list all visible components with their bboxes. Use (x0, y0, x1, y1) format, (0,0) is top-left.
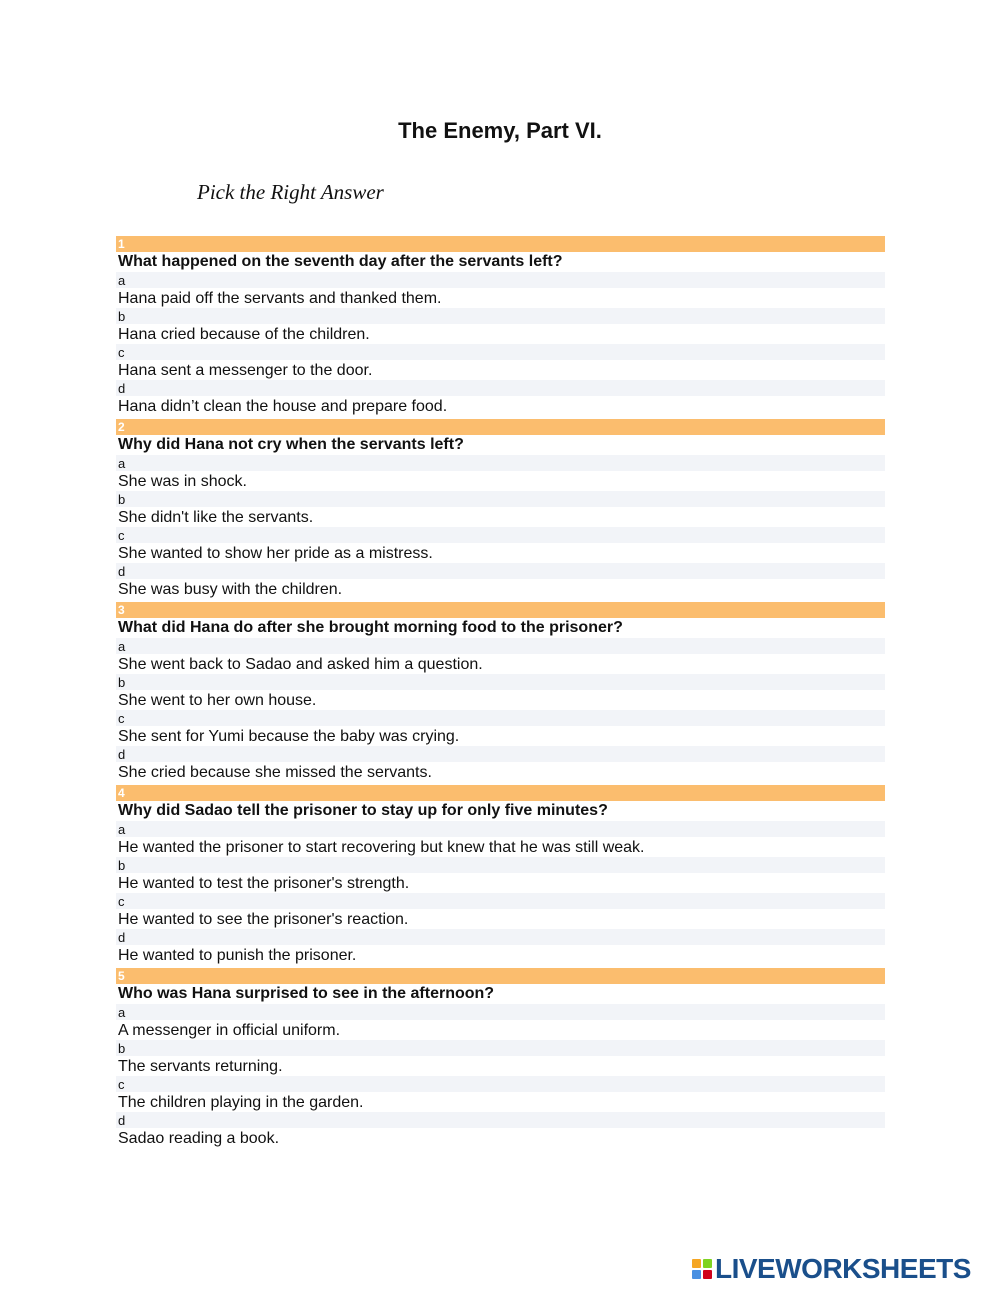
option-text[interactable]: The servants returning. (118, 1058, 283, 1075)
option-letter[interactable]: c (116, 893, 885, 909)
option-letter[interactable]: c (116, 527, 885, 543)
option-letter[interactable]: b (116, 1040, 885, 1056)
option-text[interactable]: She didn't like the servants. (118, 509, 314, 526)
option-text[interactable]: Hana paid off the servants and thanked them. (118, 290, 442, 307)
option-letter[interactable]: b (116, 674, 885, 690)
question-number: 1 (116, 236, 885, 252)
option-text[interactable]: Sadao reading a book. (118, 1130, 280, 1147)
option-text[interactable]: He wanted the prisoner to start recovering but knew that he was still weak. (118, 839, 645, 856)
option-letter[interactable]: c (116, 344, 885, 360)
logo-square-icon (692, 1259, 701, 1268)
option-text[interactable]: Hana didn’t clean the house and prepare food. (118, 398, 448, 415)
question-block (116, 236, 885, 419)
option-text[interactable]: He wanted to test the prisoner's strength. (118, 875, 410, 892)
question-text: What did Hana do after she brought morning food to the prisoner? (118, 619, 623, 636)
option-letter[interactable]: d (116, 563, 885, 579)
logo-square-icon (692, 1270, 701, 1279)
option-letter[interactable]: c (116, 1076, 885, 1092)
option-text[interactable]: The children playing in the garden. (118, 1094, 364, 1111)
option-text[interactable]: She went back to Sadao and asked him a question. (118, 656, 483, 673)
question-number: 5 (116, 968, 885, 984)
liveworksheets-logo (692, 1255, 971, 1283)
question-block (116, 602, 885, 785)
option-letter[interactable]: b (116, 857, 885, 873)
option-text[interactable]: She cried because she missed the servants. (118, 764, 432, 781)
question-block (116, 785, 885, 968)
option-letter[interactable]: b (116, 308, 885, 324)
option-text[interactable]: He wanted to punish the prisoner. (118, 947, 357, 964)
option-letter[interactable]: a (116, 821, 885, 837)
option-letter[interactable]: a (116, 638, 885, 654)
quiz-list (116, 236, 885, 1151)
option-letter[interactable]: a (116, 1004, 885, 1020)
option-letter[interactable]: d (116, 380, 885, 396)
question-block (116, 968, 885, 1151)
option-text[interactable]: She was in shock. (118, 473, 247, 490)
question-text: What happened on the seventh day after the servants left? (118, 253, 563, 270)
option-text[interactable]: Hana sent a messenger to the door. (118, 362, 373, 379)
question-text: Why did Sadao tell the prisoner to stay up for only five minutes? (118, 802, 608, 819)
page-title: The Enemy, Part VI. (398, 118, 602, 143)
option-letter[interactable]: c (116, 710, 885, 726)
question-number: 4 (116, 785, 885, 801)
option-letter[interactable]: a (116, 272, 885, 288)
question-text: Why did Hana not cry when the servants left? (118, 436, 464, 453)
logo-mark-icon (692, 1259, 712, 1279)
option-letter[interactable]: b (116, 491, 885, 507)
logo-text: LIVEWORKSHEETS (715, 1253, 971, 1284)
question-text: Who was Hana surprised to see in the afternoon? (118, 985, 495, 1002)
option-text[interactable]: She wanted to show her pride as a mistress. (118, 545, 433, 562)
option-text[interactable]: She was busy with the children. (118, 581, 343, 598)
option-text[interactable]: He wanted to see the prisoner's reaction. (118, 911, 409, 928)
instructions-subtitle: Pick the Right Answer (197, 180, 384, 204)
option-letter[interactable]: d (116, 929, 885, 945)
option-text[interactable]: She went to her own house. (118, 692, 317, 709)
question-number: 3 (116, 602, 885, 618)
logo-square-icon (703, 1259, 712, 1268)
option-text[interactable]: Hana cried because of the children. (118, 326, 370, 343)
option-text[interactable]: She sent for Yumi because the baby was crying. (118, 728, 460, 745)
option-text[interactable]: A messenger in official uniform. (118, 1022, 341, 1039)
option-letter[interactable]: d (116, 1112, 885, 1128)
option-letter[interactable]: d (116, 746, 885, 762)
question-number: 2 (116, 419, 885, 435)
question-block (116, 419, 885, 602)
logo-square-icon (703, 1270, 712, 1279)
option-letter[interactable]: a (116, 455, 885, 471)
